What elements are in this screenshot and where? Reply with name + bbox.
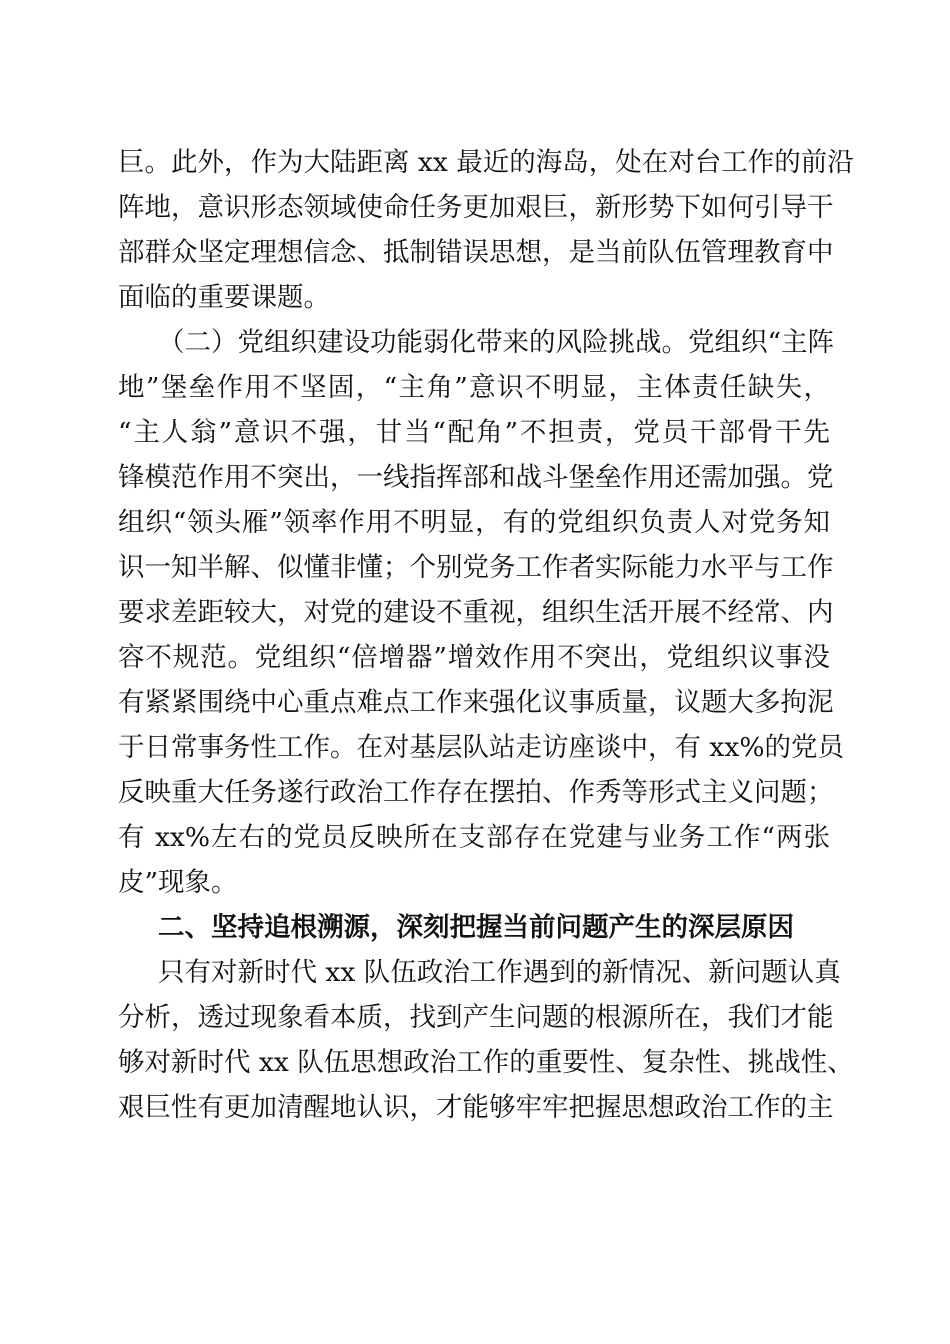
paragraph-2-line-5: 组织“领头雁”领率作用不明显，有的党组织负责人对党务知: [118, 507, 830, 538]
paragraph-1-line-2: 阵地，意识形态领域使命任务更加艰巨，新形势下如何引导干: [118, 192, 834, 223]
paragraph-2-line-10: 于日常事务性工作。在对基层队站走访座谈中，有 xx%的党员: [118, 732, 844, 763]
paragraph-1-line-4: 面临的重要课题。: [118, 282, 330, 313]
paragraph-2-line-8: 容不规范。党组织“倍增器”增效作用不突出，党组织议事没: [118, 642, 830, 673]
paragraph-2-line-4: 锋模范作用不突出，一线指挥部和战斗堡垒作用还需加强。党: [118, 462, 834, 493]
paragraph-2-line-2: 地”堡垒作用不坚固，“主角”意识不明显，主体责任缺失，: [118, 372, 830, 403]
paragraph-1-line-1: 巨。此外，作为大陆距离 xx 最近的海岛，处在对台工作的前沿: [118, 147, 854, 178]
paragraph-3-line-4: 艰巨性有更加清醒地认识，才能够牢牢把握思想政治工作的主: [118, 1092, 834, 1123]
paragraph-2-line-11: 反映重大任务遂行政治工作存在摆拍、作秀等形式主义问题；: [118, 777, 834, 808]
section-heading-two: 二、坚持追根溯源，深刻把握当前问题产生的深层原因: [158, 912, 794, 943]
section-2-heading-line: （二）党组织建设功能弱化带来的风险挑战。党组织“主阵: [158, 327, 835, 358]
paragraph-2-line-6: 识一知半解、似懂非懂；个别党务工作者实际能力水平与工作: [118, 552, 834, 583]
paragraph-1-line-3: 部群众坚定理想信念、抵制错误思想，是当前队伍管理教育中: [118, 237, 834, 268]
paragraph-3-line-1: 只有对新时代 xx 队伍政治工作遇到的新情况、新问题认真: [158, 957, 841, 988]
paragraph-2-line-12: 有 xx%左右的党员反映所在支部存在党建与业务工作“两张: [118, 822, 830, 853]
paragraph-2-line-9: 有紧紧围绕中心重点难点工作来强化议事质量，议题大多拘泥: [118, 687, 834, 718]
paragraph-3-line-2: 分析，透过现象看本质，找到产生问题的根源所在，我们才能: [118, 1002, 834, 1033]
paragraph-2-line-13: 皮”现象。: [118, 867, 238, 898]
paragraph-2-line-3: “主人翁”意识不强，甘当“配角”不担责，党员干部骨干先: [118, 417, 830, 448]
paragraph-3-line-3: 够对新时代 xx 队伍思想政治工作的重要性、复杂性、挑战性、: [118, 1047, 854, 1078]
paragraph-2-line-7: 要求差距较大，对党的建设不重视，组织生活开展不经常、内: [118, 597, 834, 628]
